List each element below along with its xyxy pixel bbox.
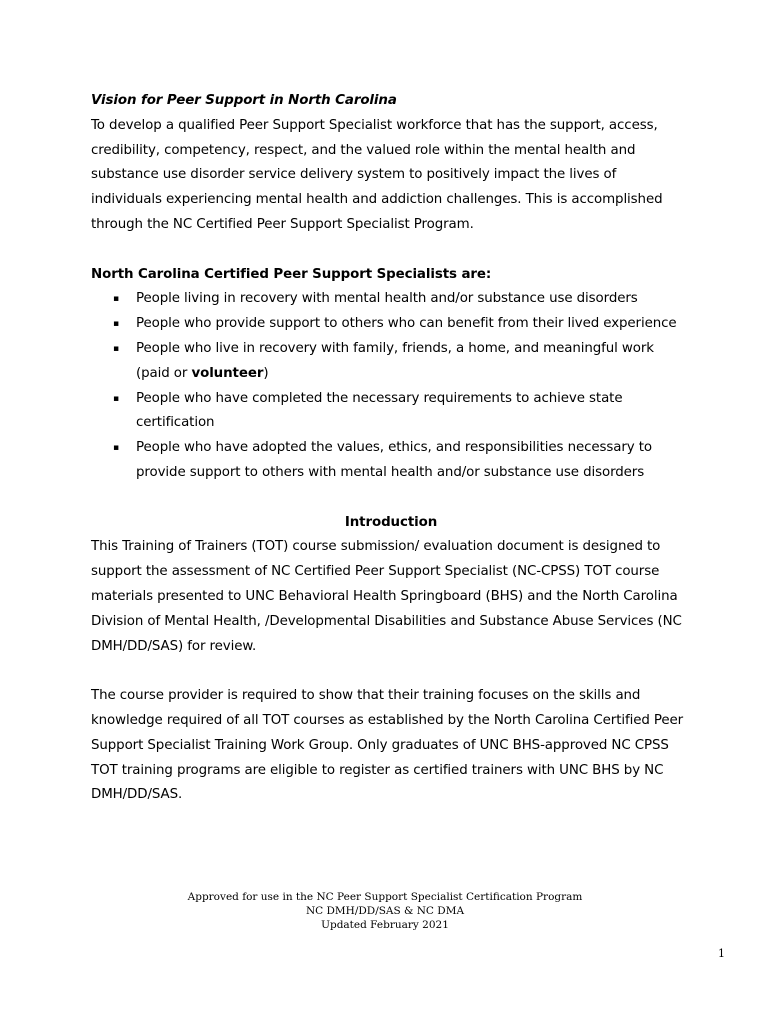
introduction-paragraph-2: The course provider is required to show that their training focuses on the skills and knowledge required of all TOT courses as established by the North Carolina Certified Peer Support Specialist Training Work Group. Only graduates of UNC BHS-approved NC CPSS TOT training programs are eligible to register as certified trainers with UNC BHS by NC DMH/DD/SAS. (91, 688, 684, 803)
footer-agency-line: NC DMH/DD/SAS & NC DMA (305, 905, 465, 917)
vision-heading: Vision for Peer Support in North Carolina (91, 93, 397, 108)
introduction-paragraph-1: This Training of Trainers (TOT) course submission/ evaluation document is designed to support the assessment of NC Certified Peer Support Specialist (NC-CPSS) TOT course materials presented to UNC Behavioral Health Springboard (BHS) and the North Carolina Division of Mental Health, /Developmental Disabilities and Substance Abuse Services (NC DMH/DD/SAS) for review. (91, 539, 682, 654)
bullet-icon: ▪ (113, 443, 119, 454)
vision-paragraph: To develop a qualified Peer Support Specialist workforce that has the support, access, credibility, competency, respect, and the valued role within the mental health and substance use disorder service delivery system to positively impact the lives of individuals experiencing mental health and addiction challenges. This is accomplished through the NC Certified Peer Support Specialist Program. (91, 117, 663, 232)
bullet-icon: ▪ (113, 319, 119, 330)
specialists-heading: North Carolina Certified Peer Support Specialists are: (91, 266, 492, 282)
document-body (91, 89, 691, 808)
list-item: ▪ People who have adopted the values, ethics, and responsibilities necessary to provide support to others with mental health and/or substance use disorders (91, 436, 691, 486)
list-item: ▪ People living in recovery with mental health and/or substance use disorders (91, 287, 691, 312)
page-number: 1 (718, 947, 725, 960)
bullet-icon: ▪ (113, 294, 119, 305)
page-footer (0, 890, 770, 932)
list-item: ▪ People who live in recovery with family, friends, a home, and meaningful work (paid or volunteer) (91, 337, 691, 387)
volunteer-emphasis: volunteer (191, 365, 264, 381)
introduction-heading: Introduction (344, 514, 438, 530)
footer-approval-line: Approved for use in the NC Peer Support Specialist Certification Program (187, 891, 583, 903)
list-item: ▪ People who have completed the necessary requirements to achieve state certification (91, 387, 691, 437)
bullet-icon: ▪ (113, 343, 119, 354)
footer-updated-line: Updated February 2021 (321, 919, 449, 931)
list-item: ▪ People who provide support to others who can benefit from their lived experience (91, 312, 691, 337)
specialists-list (91, 287, 691, 485)
bullet-icon: ▪ (113, 393, 119, 404)
